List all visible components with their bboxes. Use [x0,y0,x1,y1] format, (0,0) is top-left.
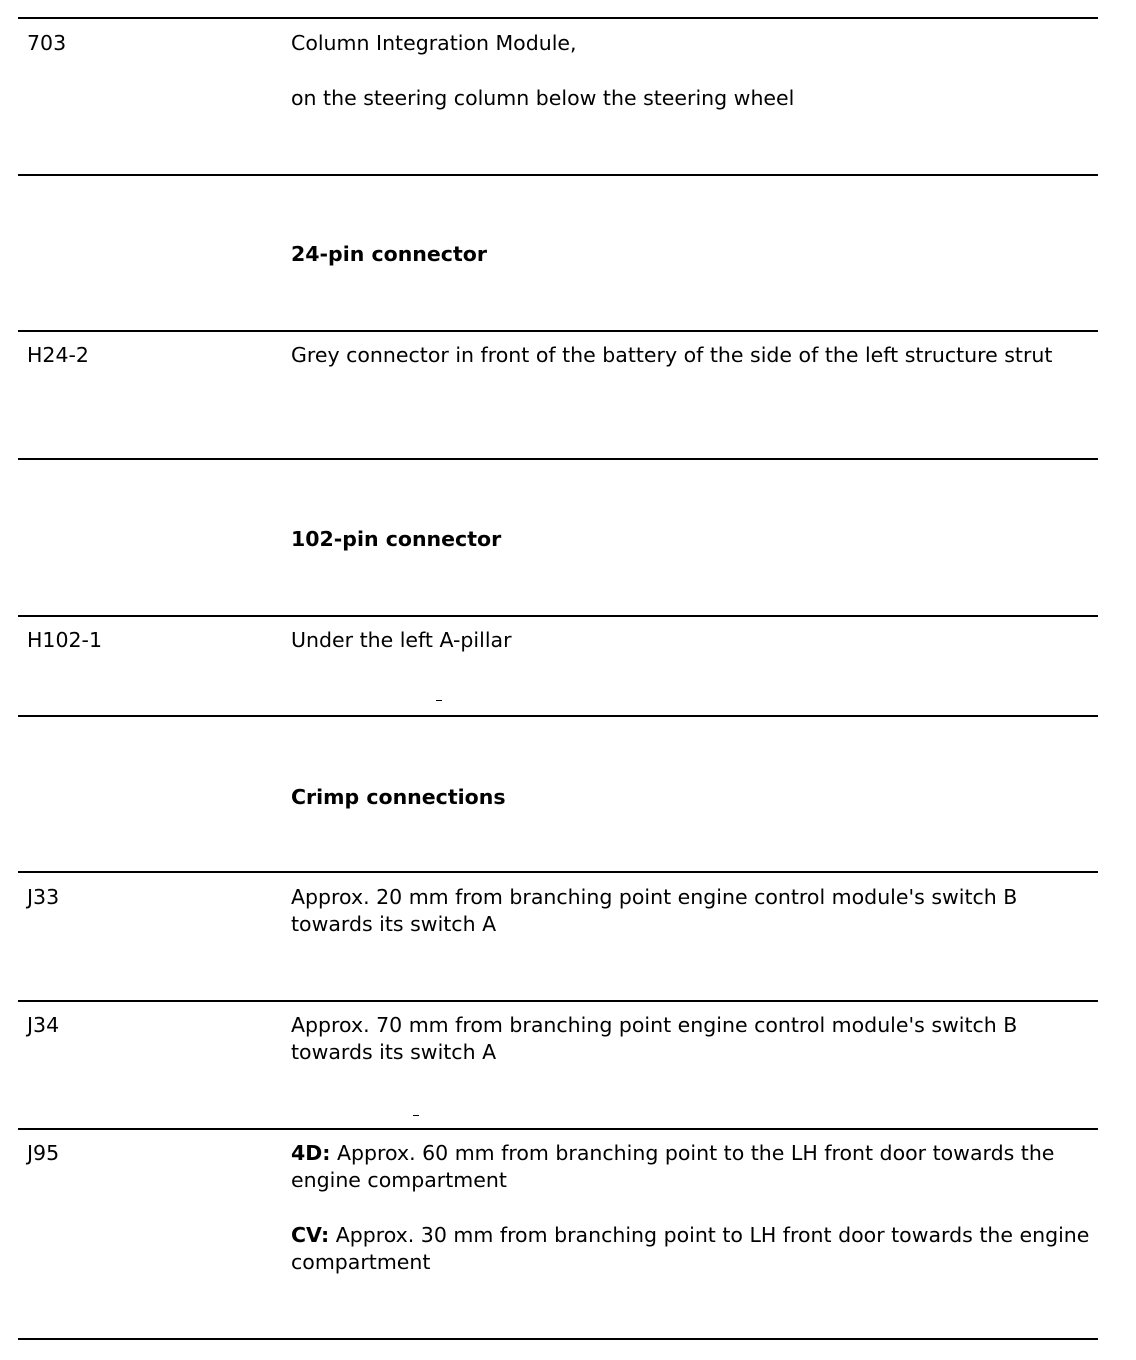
variant-label: 4D: [291,1141,331,1165]
component-code: 703 [27,31,67,55]
section-heading: Crimp connections [291,785,506,809]
table-rule [18,458,1098,460]
component-description: Approx. 70 mm from branching point engine control module's switch B towards its switch A [291,1013,1018,1064]
table-rule [18,1338,1098,1340]
table-rule [18,1000,1098,1002]
section-heading: 24-pin connector [291,242,487,266]
component-code: J33 [27,885,60,909]
table-rule [18,17,1098,19]
component-description: Approx. 20 mm from branching point engine control module's switch B towards its switch A [291,885,1018,936]
table-rule [18,615,1098,617]
variant-label: CV: [291,1223,330,1247]
table-rule [18,715,1098,717]
component-description [291,30,1091,112]
table-rule [18,174,1098,176]
variant-text: Approx. 60 mm from branching point to the LH front door towards the engine compartment [291,1141,1055,1192]
section-heading: 102-pin connector [291,527,502,551]
table-rule [18,871,1098,873]
variant-cv [291,1222,1091,1276]
component-code: J95 [27,1141,60,1165]
table-rule [18,1128,1098,1130]
variant-text: Approx. 30 mm from branching point to LH front door towards the engine compartment [291,1223,1090,1274]
component-code: H102-1 [27,628,102,652]
description-line: Column Integration Module, [291,31,577,55]
component-description: Grey connector in front of the battery of the side of the left structure strut [291,343,1053,367]
stray-mark [436,700,442,701]
stray-mark [413,1115,419,1116]
variant-4d [291,1140,1091,1194]
component-description [291,1140,1091,1276]
component-code: J34 [27,1013,60,1037]
table-rule [18,330,1098,332]
description-line: on the steering column below the steering wheel [291,86,795,110]
component-description: Under the left A-pillar [291,628,512,652]
component-code: H24-2 [27,343,89,367]
